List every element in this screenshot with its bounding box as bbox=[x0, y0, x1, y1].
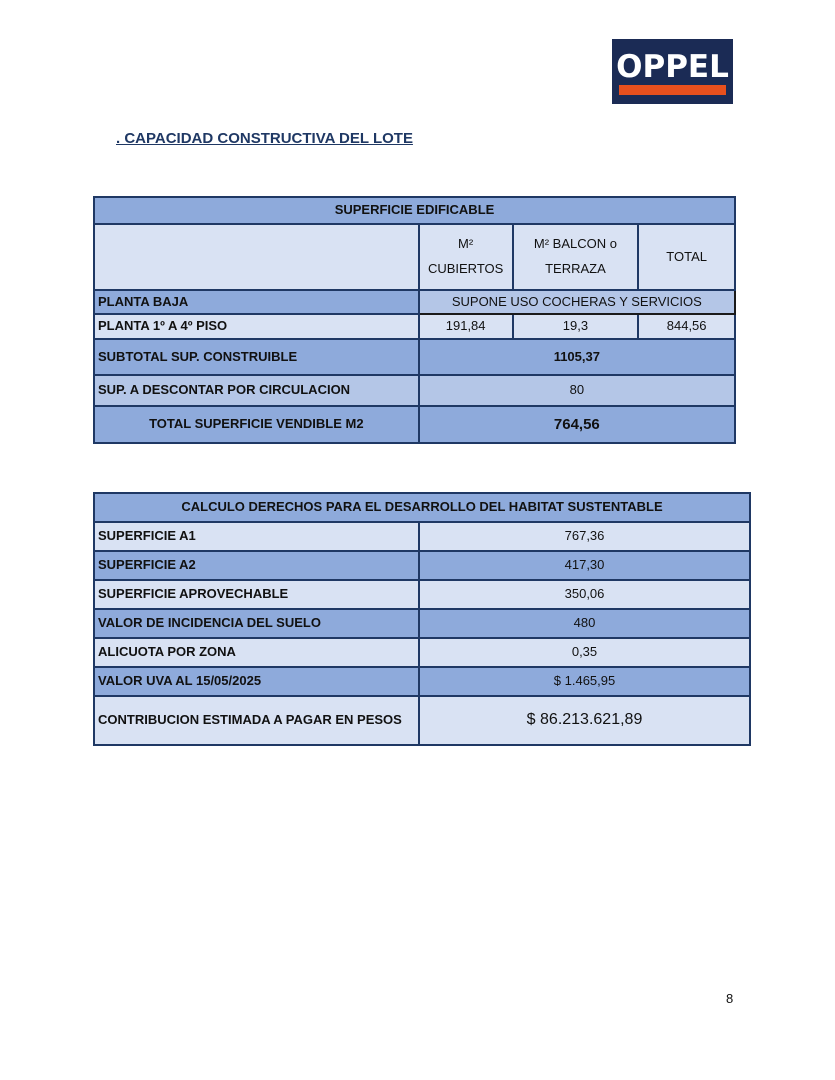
superficie-a2-label: SUPERFICIE A2 bbox=[94, 551, 419, 580]
total-label: TOTAL SUPERFICIE VENDIBLE M2 bbox=[94, 406, 419, 443]
logo-text: OPPEL bbox=[616, 49, 729, 85]
page-number: 8 bbox=[726, 991, 734, 1006]
total-value: 764,56 bbox=[419, 406, 735, 443]
alicuota-value: 0,35 bbox=[419, 638, 750, 667]
superficie-a1-value: 767,36 bbox=[419, 522, 750, 551]
valor-uva-label: VALOR UVA AL 15/05/2025 bbox=[94, 667, 419, 696]
table-row bbox=[94, 638, 750, 667]
superficie-a1-label: SUPERFICIE A1 bbox=[94, 522, 419, 551]
superficie-aprovechable-value: 350,06 bbox=[419, 580, 750, 609]
table2-header: CALCULO DERECHOS PARA EL DESARROLLO DEL HABITAT SUSTENTABLE bbox=[94, 493, 750, 522]
planta-pisos-label: PLANTA 1º A 4º PISO bbox=[94, 314, 419, 339]
descuento-label: SUP. A DESCONTAR POR CIRCULACION bbox=[94, 375, 419, 406]
oppel-logo bbox=[612, 39, 733, 104]
contribucion-value: $ 86.213.621,89 bbox=[419, 696, 750, 745]
contribucion-label: CONTRIBUCION ESTIMADA A PAGAR EN PESOS bbox=[94, 696, 419, 745]
planta-pisos-cubiertos: 191,84 bbox=[419, 314, 513, 339]
table1-empty-cell bbox=[94, 224, 419, 290]
table1-header: SUPERFICIE EDIFICABLE bbox=[94, 197, 735, 224]
section-title: . CAPACIDAD CONSTRUCTIVA DEL LOTE bbox=[116, 130, 413, 147]
subtotal-value: 1105,37 bbox=[419, 339, 735, 375]
subtotal-label: SUBTOTAL SUP. CONSTRUIBLE bbox=[94, 339, 419, 375]
col-cubiertos-header: M² CUBIERTOS bbox=[419, 224, 513, 290]
planta-baja-value: SUPONE USO COCHERAS Y SERVICIOS bbox=[419, 290, 735, 314]
calculo-derechos-table bbox=[93, 492, 751, 746]
valor-uva-value: $ 1.465,95 bbox=[419, 667, 750, 696]
table-row bbox=[94, 522, 750, 551]
table-row bbox=[94, 580, 750, 609]
alicuota-label: ALICUOTA POR ZONA bbox=[94, 638, 419, 667]
table-row bbox=[94, 667, 750, 696]
superficie-aprovechable-label: SUPERFICIE APROVECHABLE bbox=[94, 580, 419, 609]
col-total-header: TOTAL bbox=[638, 224, 735, 290]
planta-baja-label: PLANTA BAJA bbox=[94, 290, 419, 314]
valor-incidencia-label: VALOR DE INCIDENCIA DEL SUELO bbox=[94, 609, 419, 638]
planta-pisos-balcon: 19,3 bbox=[513, 314, 639, 339]
table-row bbox=[94, 551, 750, 580]
col-balcon-header: M² BALCON o TERRAZA bbox=[513, 224, 639, 290]
logo-accent-bar bbox=[619, 85, 726, 95]
valor-incidencia-value: 480 bbox=[419, 609, 750, 638]
table-row bbox=[94, 609, 750, 638]
superficie-a2-value: 417,30 bbox=[419, 551, 750, 580]
descuento-value: 80 bbox=[419, 375, 735, 406]
planta-pisos-total: 844,56 bbox=[638, 314, 735, 339]
superficie-edificable-table bbox=[93, 196, 736, 444]
